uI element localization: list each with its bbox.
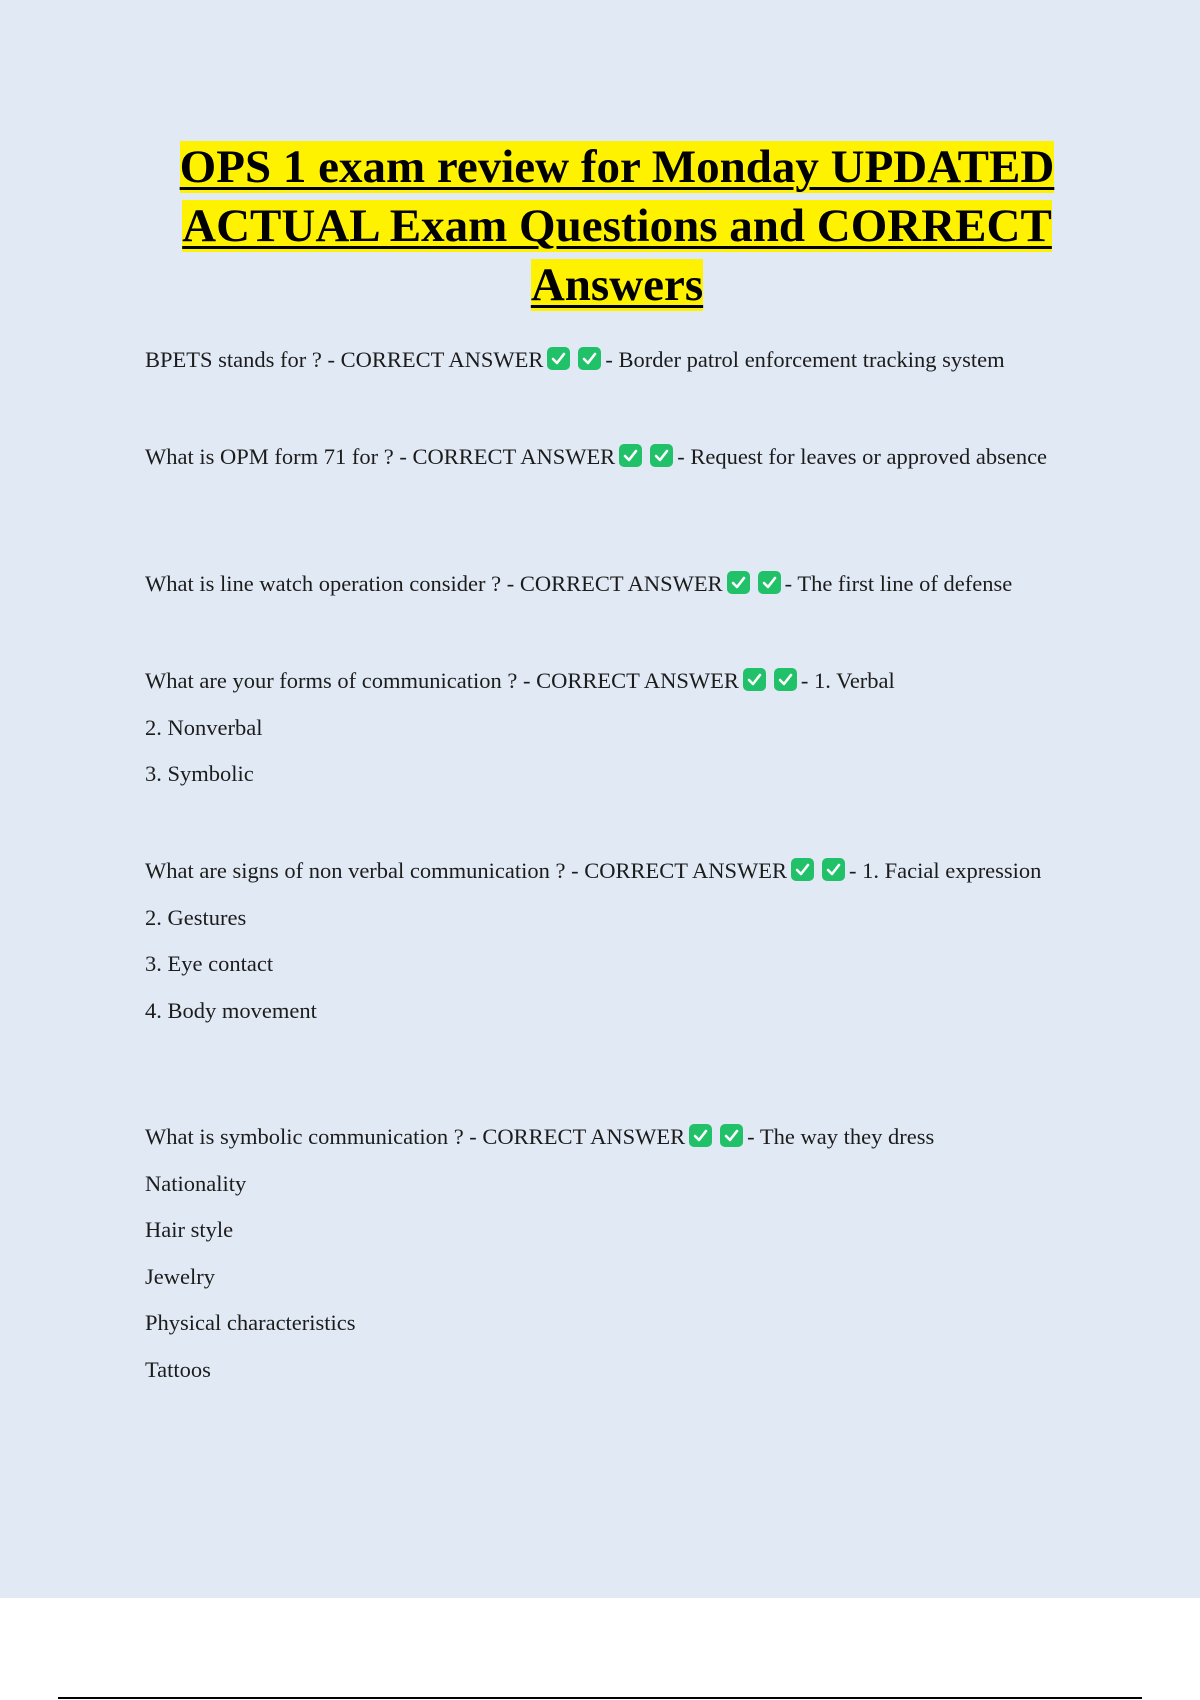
- answer-line: Tattoos: [145, 1356, 211, 1382]
- answer-line: 3. Symbolic: [145, 761, 254, 786]
- answer-line: 2. Gestures: [145, 904, 247, 930]
- qa-item-3: [145, 568, 1085, 599]
- answer-text: - Border patrol enforcement tracking system: [605, 347, 1005, 372]
- check-mark-icon: [689, 1124, 712, 1147]
- question-text: What is OPM form 71 for ? - CORRECT ANSWER: [145, 444, 616, 469]
- answer-line: Nationality: [145, 1170, 247, 1196]
- footer-divider: [58, 1697, 1142, 1699]
- qa-item-6: [145, 1121, 1085, 1385]
- check-mark-icon: [578, 347, 601, 370]
- check-mark-icon: [650, 444, 673, 467]
- question-text: BPETS stands for ? - CORRECT ANSWER: [145, 347, 544, 372]
- qa-line: [145, 665, 1085, 696]
- qa-line: [145, 344, 1085, 375]
- qa-line: [145, 1121, 1085, 1152]
- answer-line: 2. Nonverbal: [145, 714, 263, 740]
- check-mark-icon: [774, 668, 797, 691]
- check-mark-icon: [619, 444, 642, 467]
- check-mark-icon: [547, 347, 570, 370]
- question-text: What are your forms of communication ? - CORRECT ANSWER: [145, 668, 739, 693]
- check-mark-icon: [727, 571, 750, 594]
- qa-line: [145, 441, 1085, 472]
- qa-line: [145, 855, 1085, 886]
- answer-text: - 1. Facial expression: [848, 858, 1042, 883]
- qa-item-2: [145, 441, 1085, 472]
- qa-line: [145, 568, 1085, 599]
- qa-item-1: [145, 344, 1085, 375]
- check-mark-icon: [720, 1124, 743, 1147]
- answer-line: Physical characteristics: [145, 1310, 356, 1335]
- answer-text: - The way they dress: [747, 1124, 935, 1149]
- document-title: OPS 1 exam review for Monday UPDATED ACTUAL Exam Questions and CORRECT Answers: [179, 141, 1055, 311]
- check-mark-icon: [743, 668, 766, 691]
- question-text: What is line watch operation consider ? - CORRECT ANSWER: [145, 571, 723, 596]
- answer-line: Jewelry: [145, 1263, 215, 1289]
- question-text: What is symbolic communication ? - CORRECT ANSWER: [145, 1124, 686, 1149]
- answer-line: Hair style: [145, 1217, 234, 1242]
- answer-line: 4. Body movement: [145, 997, 317, 1023]
- question-text: What are signs of non verbal communication ? - CORRECT ANSWER: [145, 858, 787, 883]
- check-mark-icon: [758, 571, 781, 594]
- answer-text: - 1. Verbal: [800, 668, 895, 693]
- check-mark-icon: [822, 858, 845, 881]
- answer-line: 3. Eye contact: [145, 951, 274, 976]
- qa-item-4: [145, 665, 1085, 789]
- answer-text: - Request for leaves or approved absence: [677, 444, 1048, 469]
- check-mark-icon: [791, 858, 814, 881]
- qa-item-5: [145, 855, 1085, 1026]
- answer-text: - The first line of defense: [784, 571, 1013, 596]
